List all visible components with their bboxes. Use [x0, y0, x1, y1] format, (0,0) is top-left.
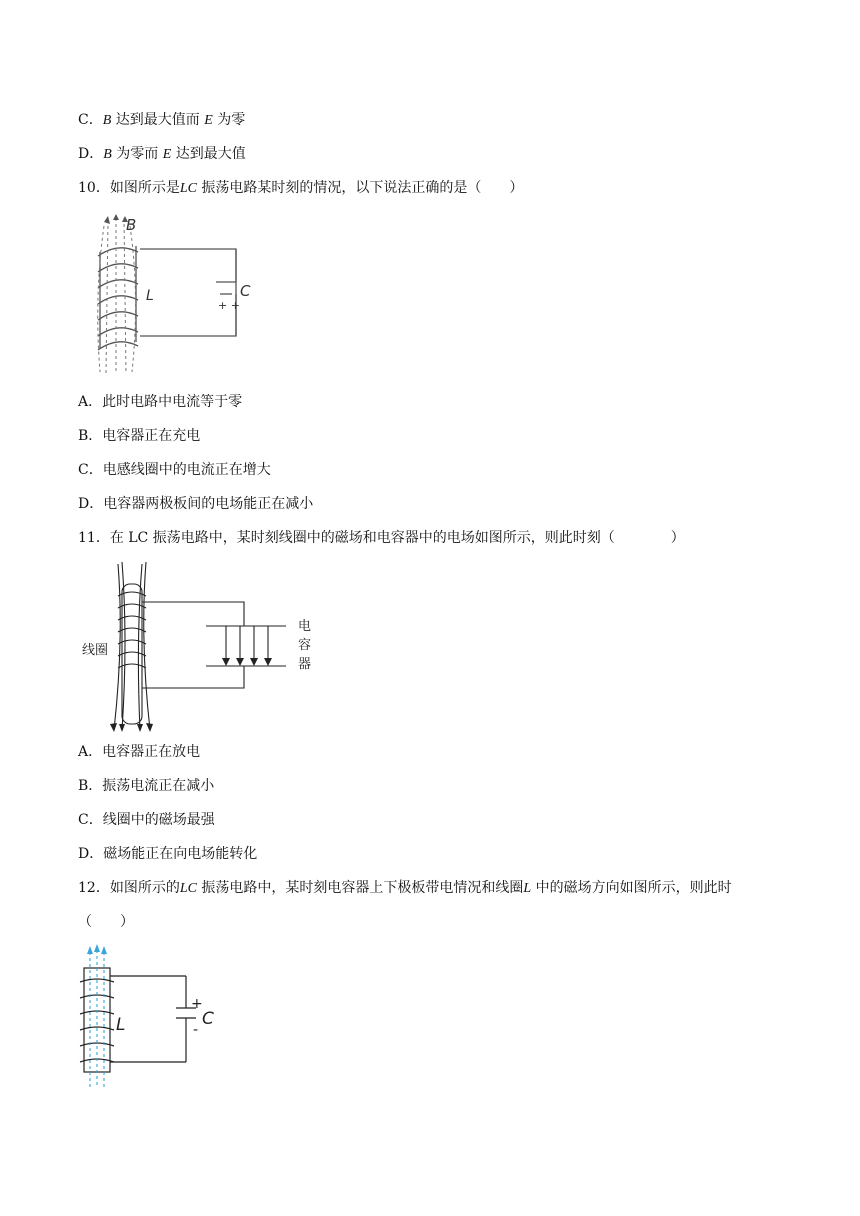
capacitor-label-2: 容: [298, 638, 312, 653]
stem-text: 如图所示的: [109, 880, 180, 896]
var-e: E: [162, 147, 172, 162]
stem-text: 振荡电路某时刻的情况，以下说法正确的是（ ）: [201, 180, 524, 196]
var-lc: LC: [179, 181, 197, 196]
var-b: B: [103, 147, 112, 162]
option-text: 达到最大值: [175, 146, 246, 162]
capacitor-label-c: C: [240, 282, 251, 300]
q11-option-d: D．磁场能正在向电场能转化: [78, 846, 258, 862]
capacitor-label-1: 电: [298, 619, 312, 634]
var-b: B: [102, 113, 112, 128]
minus-sign: -: [193, 1022, 199, 1038]
q11-option-c: C．线圈中的磁场最强: [78, 812, 215, 828]
q10-option-b: B．电容器正在充电: [78, 428, 201, 444]
question-number: 10．: [78, 180, 110, 196]
q10-option-c: C．电感线圈中的电流正在增大: [78, 462, 271, 478]
q10-lc-circuit-figure: [86, 216, 251, 376]
stem-text: 中的磁场方向如图所示，则此时: [535, 880, 732, 896]
q10-stem: [78, 178, 523, 199]
q9-option-d: [78, 144, 246, 165]
option-text: 达到最大值而: [115, 112, 200, 128]
plus-sign: +: [191, 996, 203, 1012]
q11-option-a: A．电容器正在放电: [78, 744, 201, 760]
q11-option-b: B．振荡电流正在减小: [78, 778, 215, 794]
option-prefix: D．: [78, 146, 104, 162]
inductor-label-l: L: [146, 288, 154, 304]
q10-option-a: A．此时电路中电流等于零: [78, 394, 243, 410]
capacitor-label-3: 器: [298, 657, 312, 672]
inductor-label-l: L: [116, 1015, 126, 1035]
coil-label: 线圈: [82, 643, 109, 658]
var-e: E: [204, 113, 213, 128]
var-lc: LC: [179, 881, 197, 896]
option-prefix: C．: [78, 112, 103, 128]
q12-stem: [78, 878, 732, 899]
q12-stem-line2: （ ）: [78, 914, 134, 930]
field-label-b: B: [126, 216, 137, 234]
q9-option-c: [78, 110, 245, 131]
q11-stem: 11．在 LC 振荡电路中，某时刻线圈中的磁场和电容器中的电场如图所示，则此时刻（ ）: [78, 530, 685, 546]
question-number: 12．: [78, 880, 110, 896]
option-text: 为零而: [116, 146, 159, 162]
capacitor-label-c: C: [202, 1009, 214, 1029]
option-text: 为零: [217, 112, 246, 128]
q11-coil-capacitor-figure: [80, 560, 320, 740]
q10-option-d: D．电容器两极板间的电场能正在减小: [78, 496, 314, 512]
stem-text: 振荡电路中，某时刻电容器上下极板带电情况和线圈: [201, 880, 524, 896]
stem-text: 如图所示是: [109, 180, 180, 196]
plus-signs: + +: [218, 299, 240, 312]
q12-lc-circuit-figure: [76, 942, 236, 1092]
var-l: L: [523, 881, 532, 896]
